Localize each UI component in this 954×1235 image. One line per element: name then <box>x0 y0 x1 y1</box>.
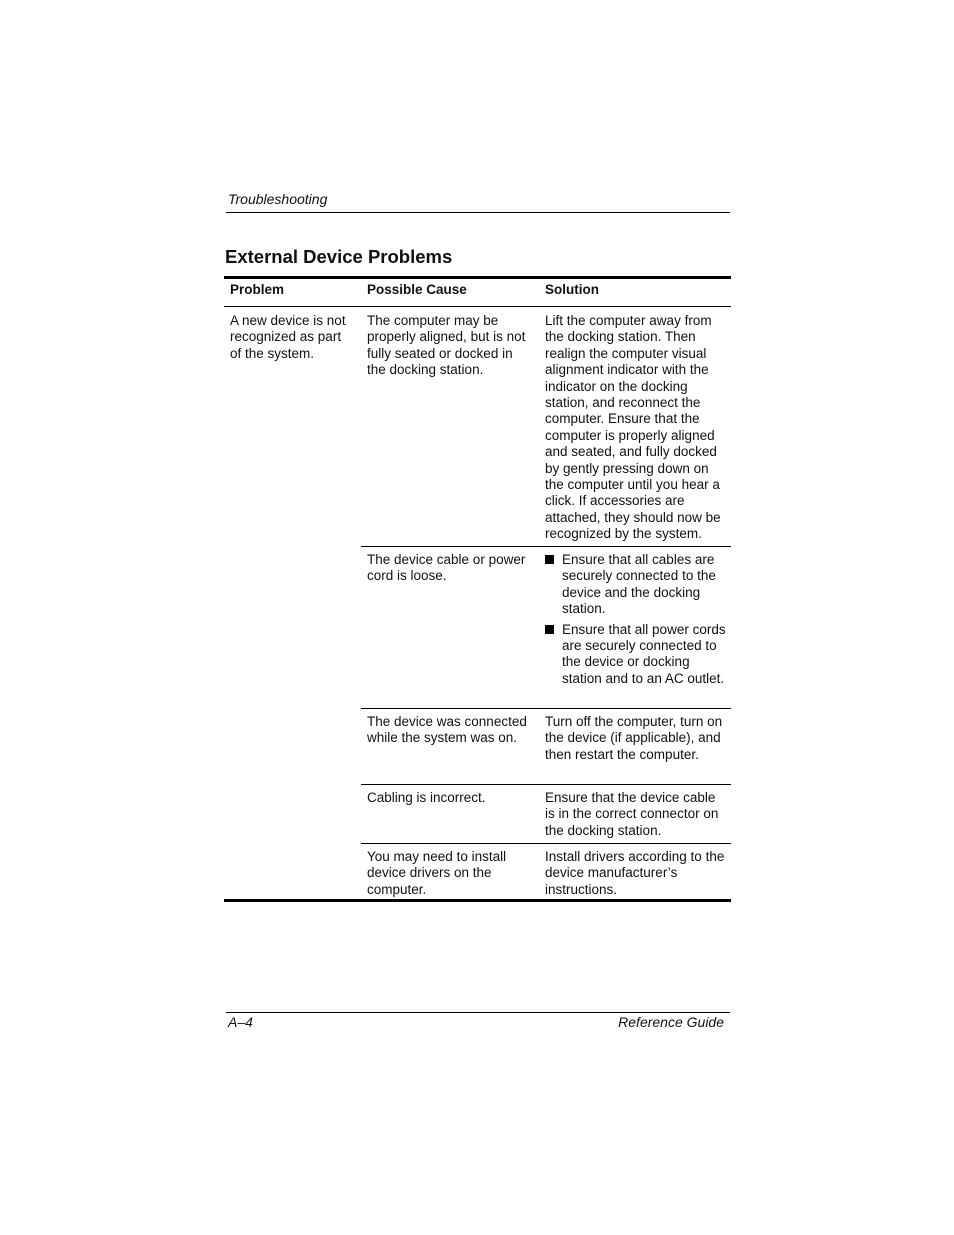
table-bottom-rule <box>224 899 731 902</box>
footer-rule <box>226 1012 730 1013</box>
solution-bullet-list <box>545 552 727 691</box>
page-number: A–4 <box>228 1014 253 1030</box>
solution-cell: Ensure that the device cable is in the correct connector on the docking station. <box>545 790 719 838</box>
table-body <box>224 307 731 899</box>
column-header-cause: Possible Cause <box>367 282 467 297</box>
list-item <box>545 552 727 618</box>
problem-cell: A new device is not recognized as part of the system. <box>230 313 346 361</box>
footer-title: Reference Guide <box>618 1014 724 1030</box>
row-divider <box>361 708 731 709</box>
section-title: External Device Problems <box>225 246 453 267</box>
square-bullet-icon <box>545 555 554 564</box>
cause-cell: The device cable or power cord is loose. <box>367 552 526 584</box>
cause-cell: The computer may be properly aligned, but is not fully seated or docked in the docking station. <box>367 313 526 378</box>
cause-cell: The device was connected while the system was on. <box>367 714 527 746</box>
table-header-row <box>224 279 731 306</box>
cause-cell: Cabling is incorrect. <box>367 790 486 805</box>
troubleshooting-table <box>224 276 731 902</box>
row-divider <box>361 784 731 785</box>
solution-cell: Lift the computer away from the docking station. Then realign the computer visual alignment indicator with the indicator on the docking station, and reconnect the computer. Ensure that the computer is properly aligned and seated, and fully docked by gently pressing down on the computer until you hear a click. If accessories are attached, they should now be recognized by the system. <box>545 313 721 542</box>
solution-cell: Turn off the computer, turn on the device (if applicable), and then restart the computer. <box>545 714 723 762</box>
list-item <box>545 622 727 688</box>
bullet-text: Ensure that all cables are securely connected to the device and the docking station. <box>562 552 716 617</box>
column-header-solution: Solution <box>545 282 599 297</box>
row-divider <box>361 546 731 547</box>
bullet-text: Ensure that all power cords are securely connected to the device or docking station and to an AC outlet. <box>562 621 726 686</box>
row-divider <box>361 843 731 844</box>
cause-cell: You may need to install device drivers on the computer. <box>367 849 507 897</box>
column-header-problem: Problem <box>230 282 285 297</box>
header-rule <box>226 212 730 213</box>
solution-cell: Install drivers according to the device manufacturer’s instructions. <box>545 849 725 897</box>
running-head: Troubleshooting <box>228 191 328 207</box>
square-bullet-icon <box>545 625 554 634</box>
